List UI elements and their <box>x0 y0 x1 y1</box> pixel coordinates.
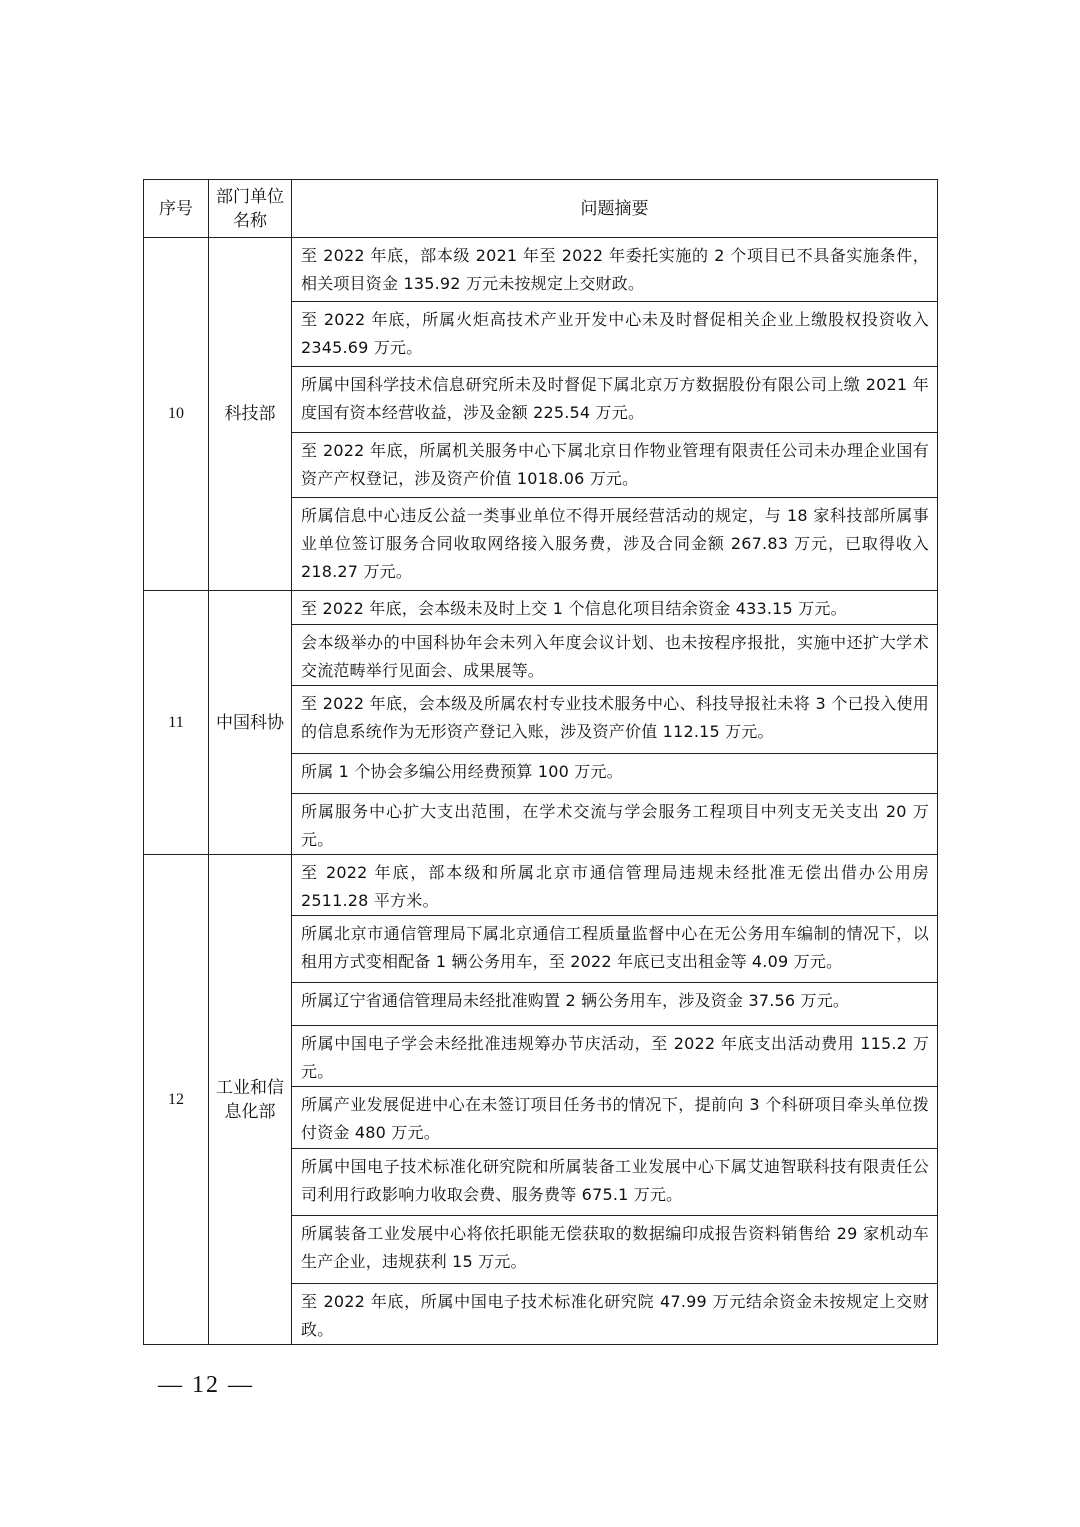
summary-cell <box>292 1216 938 1284</box>
summary-cell <box>292 855 938 916</box>
summary-cell <box>292 983 938 1026</box>
summary-cell <box>292 1087 938 1149</box>
table-row <box>144 591 938 625</box>
header-summary: 问题摘要 <box>292 180 938 238</box>
dept-cell: 工业和信息化部 <box>209 855 292 1345</box>
summary-text: 所属中国科学技术信息研究所未及时督促下属北京万方数据股份有限公司上缴 2021 年度国有资本经营收益，涉及金额 225.54 万元。 <box>301 375 929 422</box>
summary-cell <box>292 1149 938 1216</box>
table-row <box>144 855 938 916</box>
summary-cell <box>292 794 938 855</box>
summary-text: 所属中国电子学会未经批准违规筹办节庆活动，至 2022 年底支出活动费用 115.2 万元。 <box>301 1034 929 1081</box>
summary-text: 至 2022 年底，所属中国电子技术标准化研究院 47.99 万元结余资金未按规定上交财政。 <box>301 1292 929 1339</box>
header-dept-line2: 名称 <box>233 210 267 231</box>
audit-issues-table <box>143 179 938 1345</box>
seq-cell: 12 <box>144 855 209 1345</box>
summary-text: 至 2022 年底，部本级 2021 年至 2022 年委托实施的 2 个项目已不具备实施条件，相关项目资金 135.92 万元未按规定上交财政。 <box>301 246 929 293</box>
summary-text: 所属 1 个协会多编公用经费预算 100 万元。 <box>301 762 623 781</box>
summary-cell <box>292 367 938 433</box>
summary-text: 至 2022 年底，所属火炬高技术产业开发中心未及时督促相关企业上缴股权投资收入 2345.69 万元。 <box>301 310 929 357</box>
header-seq: 序号 <box>144 180 209 238</box>
summary-cell <box>292 1026 938 1087</box>
summary-text: 至 2022 年底，会本级及所属农村专业技术服务中心、科技导报社未将 3 个已投入使用的信息系统作为无形资产登记入账，涉及资产价值 112.15 万元。 <box>301 694 929 741</box>
summary-cell <box>292 238 938 302</box>
seq-cell: 11 <box>144 591 209 855</box>
page-number: — 12 — <box>158 1372 254 1398</box>
table-header-row <box>144 180 938 238</box>
summary-text: 所属产业发展促进中心在未签订项目任务书的情况下，提前向 3 个科研项目牵头单位拨付资金 480 万元。 <box>301 1095 929 1142</box>
summary-text: 所属服务中心扩大支出范围，在学术交流与学会服务工程项目中列支无关支出 20 万元。 <box>301 802 929 849</box>
dept-cell: 中国科协 <box>209 591 292 855</box>
summary-text: 所属中国电子技术标准化研究院和所属装备工业发展中心下属艾迪智联科技有限责任公司利用行政影响力收取会费、服务费等 675.1 万元。 <box>301 1157 929 1204</box>
summary-cell <box>292 433 938 498</box>
header-dept <box>209 180 292 238</box>
table-row <box>144 238 938 302</box>
dept-cell: 科技部 <box>209 238 292 591</box>
summary-text: 至 2022 年底，所属机关服务中心下属北京日作物业管理有限责任公司未办理企业国有资产产权登记，涉及资产价值 1018.06 万元。 <box>301 441 929 488</box>
summary-text: 所属信息中心违反公益一类事业单位不得开展经营活动的规定，与 18 家科技部所属事业单位签订服务合同收取网络接入服务费，涉及合同金额 267.83 万元，已取得收入 218.27 万元。 <box>301 506 929 581</box>
seq-cell: 10 <box>144 238 209 591</box>
summary-text: 会本级举办的中国科协年会未列入年度会议计划、也未按程序报批，实施中还扩大学术交流范畴举行见面会、成果展等。 <box>301 633 929 680</box>
summary-cell <box>292 916 938 983</box>
summary-cell <box>292 302 938 367</box>
summary-text: 至 2022 年底，会本级未及时上交 1 个信息化项目结余资金 433.15 万元。 <box>301 599 847 618</box>
summary-cell <box>292 1284 938 1345</box>
summary-cell <box>292 754 938 794</box>
summary-text: 至 2022 年底，部本级和所属北京市通信管理局违规未经批准无偿出借办公用房 2511.28 平方米。 <box>301 863 929 910</box>
summary-text: 所属辽宁省通信管理局未经批准购置 2 辆公务用车，涉及资金 37.56 万元。 <box>301 991 850 1010</box>
summary-cell <box>292 625 938 686</box>
summary-text: 所属北京市通信管理局下属北京通信工程质量监督中心在无公务用车编制的情况下，以租用方式变相配备 1 辆公务用车，至 2022 年底已支出租金等 4.09 万元。 <box>301 924 929 971</box>
summary-text: 所属装备工业发展中心将依托职能无偿获取的数据编印成报告资料销售给 29 家机动车生产企业，违规获利 15 万元。 <box>301 1224 929 1271</box>
summary-cell <box>292 686 938 754</box>
header-dept-line1: 部门单位 <box>216 186 284 207</box>
summary-cell <box>292 591 938 625</box>
summary-cell <box>292 498 938 591</box>
